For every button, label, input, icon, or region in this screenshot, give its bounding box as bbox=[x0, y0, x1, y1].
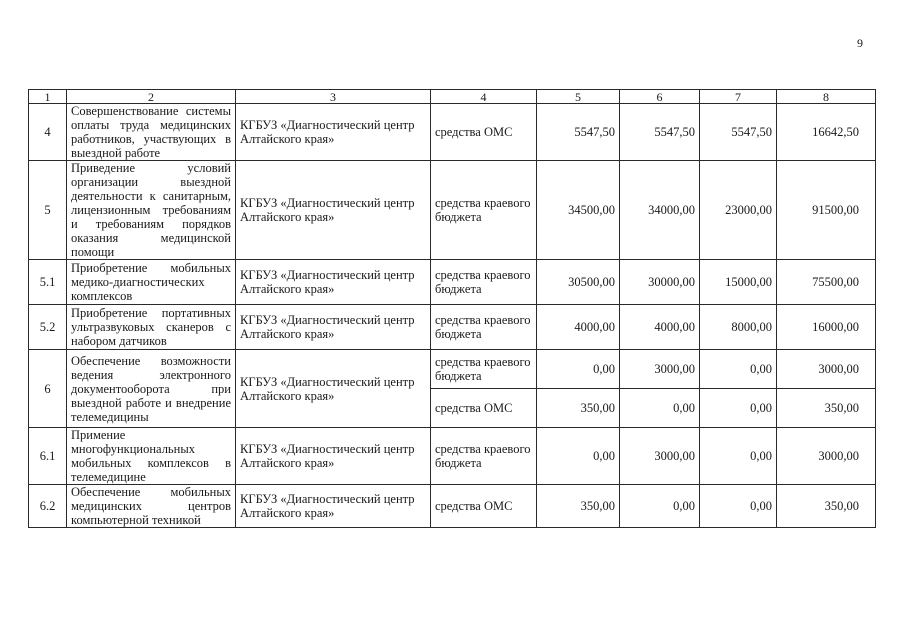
amount-col5: 30500,00 bbox=[537, 260, 620, 305]
amount-col7: 8000,00 bbox=[700, 305, 777, 350]
funding-source: средства краевого бюджета bbox=[431, 305, 537, 350]
funding-source: средства краевого бюджета bbox=[431, 260, 537, 305]
column-number: 5 bbox=[537, 90, 620, 104]
measure-name: Обеспечение возможности ведения электронного документооборота при выездной работе и внедрение телемедицины bbox=[67, 350, 236, 428]
amount-col7: 5547,50 bbox=[700, 104, 777, 161]
amount-col8: 350,00 bbox=[777, 485, 876, 528]
item-number: 6.1 bbox=[29, 428, 67, 485]
amount-col8: 75500,00 bbox=[777, 260, 876, 305]
executor: КГБУЗ «Диагностический центр Алтайского края» bbox=[236, 350, 431, 428]
amount-col7: 15000,00 bbox=[700, 260, 777, 305]
measure-name: Приобретение мобильных медико-диагностических комплексов bbox=[67, 260, 236, 305]
funding-source: средства ОМС bbox=[431, 389, 537, 428]
amount-col7: 23000,00 bbox=[700, 161, 777, 260]
column-number: 6 bbox=[620, 90, 700, 104]
amount-col6: 0,00 bbox=[620, 485, 700, 528]
table-row bbox=[29, 104, 876, 161]
funding-source: средства краевого бюджета bbox=[431, 161, 537, 260]
item-number: 5.1 bbox=[29, 260, 67, 305]
measure-name: Приведение условий организации выездной деятельности к санитарным, лицензионным требованиям и требованиям порядков оказания медицинской помощи bbox=[67, 161, 236, 260]
executor: КГБУЗ «Диагностический центр Алтайского края» bbox=[236, 305, 431, 350]
table-row bbox=[29, 305, 876, 350]
funding-source: средства ОМС bbox=[431, 485, 537, 528]
amount-col8: 91500,00 bbox=[777, 161, 876, 260]
table-row bbox=[29, 161, 876, 260]
column-number-row bbox=[29, 90, 876, 104]
funding-source: средства ОМС bbox=[431, 104, 537, 161]
measure-name: Примение многофункциональных мобильных комплексов в телемедицине bbox=[67, 428, 236, 485]
amount-col6: 4000,00 bbox=[620, 305, 700, 350]
funding-table bbox=[28, 89, 876, 528]
column-number: 3 bbox=[236, 90, 431, 104]
amount-col8: 3000,00 bbox=[777, 428, 876, 485]
amount-col7: 0,00 bbox=[700, 389, 777, 428]
measure-name: Совершенствование системы оплаты труда медицинских работников, участвующих в выездной работе bbox=[67, 104, 236, 161]
measure-name: Обеспечение мобильных медицинских центров компьютерной техникой bbox=[67, 485, 236, 528]
executor: КГБУЗ «Диагностический центр Алтайского края» bbox=[236, 428, 431, 485]
table-row bbox=[29, 485, 876, 528]
amount-col7: 0,00 bbox=[700, 428, 777, 485]
amount-col5: 0,00 bbox=[537, 428, 620, 485]
measure-name: Приобретение портативных ультразвуковых сканеров с набором датчиков bbox=[67, 305, 236, 350]
executor: КГБУЗ «Диагностический центр Алтайского края» bbox=[236, 485, 431, 528]
amount-col5: 350,00 bbox=[537, 485, 620, 528]
item-number: 5.2 bbox=[29, 305, 67, 350]
amount-col8: 350,00 bbox=[777, 389, 876, 428]
executor: КГБУЗ «Диагностический центр Алтайского края» bbox=[236, 161, 431, 260]
funding-source: средства краевого бюджета bbox=[431, 428, 537, 485]
table-row bbox=[29, 260, 876, 305]
executor: КГБУЗ «Диагностический центр Алтайского края» bbox=[236, 260, 431, 305]
amount-col6: 30000,00 bbox=[620, 260, 700, 305]
item-number: 4 bbox=[29, 104, 67, 161]
funding-source: средства краевого бюджета bbox=[431, 350, 537, 389]
amount-col5: 350,00 bbox=[537, 389, 620, 428]
item-number: 6.2 bbox=[29, 485, 67, 528]
item-number: 5 bbox=[29, 161, 67, 260]
column-number: 8 bbox=[777, 90, 876, 104]
amount-col7: 0,00 bbox=[700, 485, 777, 528]
table-row bbox=[29, 428, 876, 485]
column-number: 2 bbox=[67, 90, 236, 104]
amount-col5: 34500,00 bbox=[537, 161, 620, 260]
amount-col6: 5547,50 bbox=[620, 104, 700, 161]
column-number: 7 bbox=[700, 90, 777, 104]
table-row bbox=[29, 350, 876, 389]
executor: КГБУЗ «Диагностический центр Алтайского края» bbox=[236, 104, 431, 161]
amount-col8: 16642,50 bbox=[777, 104, 876, 161]
amount-col5: 5547,50 bbox=[537, 104, 620, 161]
amount-col7: 0,00 bbox=[700, 350, 777, 389]
column-number: 4 bbox=[431, 90, 537, 104]
column-number: 1 bbox=[29, 90, 67, 104]
amount-col6: 3000,00 bbox=[620, 428, 700, 485]
page-number: 9 bbox=[857, 36, 863, 50]
item-number: 6 bbox=[29, 350, 67, 428]
amount-col6: 0,00 bbox=[620, 389, 700, 428]
amount-col8: 3000,00 bbox=[777, 350, 876, 389]
amount-col5: 0,00 bbox=[537, 350, 620, 389]
amount-col6: 34000,00 bbox=[620, 161, 700, 260]
amount-col5: 4000,00 bbox=[537, 305, 620, 350]
amount-col8: 16000,00 bbox=[777, 305, 876, 350]
amount-col6: 3000,00 bbox=[620, 350, 700, 389]
